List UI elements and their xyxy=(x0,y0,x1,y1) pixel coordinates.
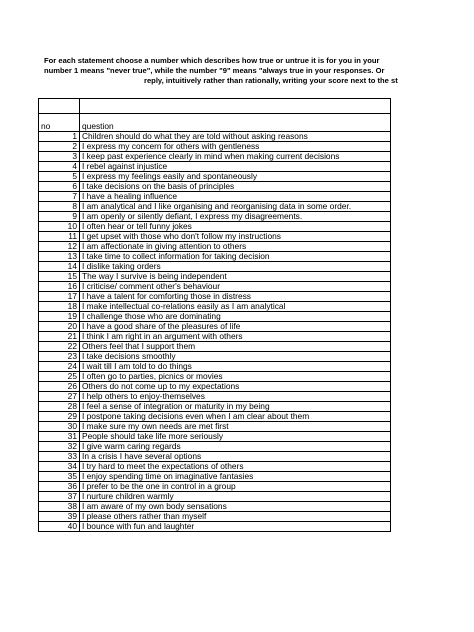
header-no: no xyxy=(39,113,80,131)
table-row xyxy=(39,391,391,401)
question-text: I nurture children warmly xyxy=(80,491,391,501)
question-number: 22 xyxy=(39,341,80,351)
question-text: I take time to collect information for taking decision xyxy=(80,251,391,261)
question-text: I postpone taking decisions even when I am clear about them xyxy=(80,411,391,421)
question-number: 27 xyxy=(39,391,80,401)
question-text: I am openly or silently defiant, I express my disagreements. xyxy=(80,211,391,221)
question-number: 37 xyxy=(39,491,80,501)
table-row xyxy=(39,401,391,411)
table-row xyxy=(39,501,391,511)
question-text: I often go to parties, picnics or movies xyxy=(80,371,391,381)
table-row xyxy=(39,331,391,341)
question-number: 1 xyxy=(39,131,80,141)
question-text: In a crisis I have several options xyxy=(80,451,391,461)
instructions-line-1: For each statement choose a number which describes how true or untrue it is for you in your xyxy=(44,56,380,65)
table-row xyxy=(39,221,391,231)
question-number: 2 xyxy=(39,141,80,151)
question-text: I give warm caring regards xyxy=(80,441,391,451)
question-text: I help others to enjoy-themselves xyxy=(80,391,391,401)
table-row xyxy=(39,141,391,151)
question-text: I express my feelings easily and spontaneously xyxy=(80,171,391,181)
table-row xyxy=(39,291,391,301)
question-text: I take decisions smoothly xyxy=(80,351,391,361)
table-row xyxy=(39,321,391,331)
question-number: 25 xyxy=(39,371,80,381)
blank-cell xyxy=(39,99,80,114)
table-row xyxy=(39,161,391,171)
question-number: 3 xyxy=(39,151,80,161)
question-number: 30 xyxy=(39,421,80,431)
question-number: 10 xyxy=(39,221,80,231)
question-text: The way I survive is being independent xyxy=(80,271,391,281)
question-text: People should take life more seriously xyxy=(80,431,391,441)
table-row xyxy=(39,521,391,531)
table-row xyxy=(39,481,391,491)
question-number: 39 xyxy=(39,511,80,521)
blank-cell xyxy=(80,99,391,114)
table-row xyxy=(39,191,391,201)
instructions xyxy=(0,56,474,96)
question-number: 14 xyxy=(39,261,80,271)
table-row xyxy=(39,351,391,361)
table-row xyxy=(39,231,391,241)
question-text: I rebel against injustice xyxy=(80,161,391,171)
table-row xyxy=(39,211,391,221)
question-text: Others feel that I support them xyxy=(80,341,391,351)
table-row xyxy=(39,171,391,181)
question-text: I have a talent for comforting those in distress xyxy=(80,291,391,301)
question-text: I am aware of my own body sensations xyxy=(80,501,391,511)
question-number: 9 xyxy=(39,211,80,221)
questionnaire-table xyxy=(38,98,391,532)
question-text: I challenge those who are dominating xyxy=(80,311,391,321)
question-number: 21 xyxy=(39,331,80,341)
table-row xyxy=(39,311,391,321)
question-number: 36 xyxy=(39,481,80,491)
table-row xyxy=(39,461,391,471)
question-text: I am affectionate in giving attention to others xyxy=(80,241,391,251)
question-number: 26 xyxy=(39,381,80,391)
table-row xyxy=(39,271,391,281)
table-row xyxy=(39,411,391,421)
table-row xyxy=(39,241,391,251)
question-text: I dislike taking orders xyxy=(80,261,391,271)
table-row xyxy=(39,491,391,501)
question-number: 24 xyxy=(39,361,80,371)
question-text: I please others rather than myself xyxy=(80,511,391,521)
question-number: 23 xyxy=(39,351,80,361)
question-number: 31 xyxy=(39,431,80,441)
question-number: 33 xyxy=(39,451,80,461)
question-number: 35 xyxy=(39,471,80,481)
question-text: Children should do what they are told without asking reasons xyxy=(80,131,391,141)
question-number: 7 xyxy=(39,191,80,201)
question-number: 28 xyxy=(39,401,80,411)
question-text: I keep past experience clearly in mind when making current decisions xyxy=(80,151,391,161)
question-number: 38 xyxy=(39,501,80,511)
blank-row xyxy=(39,99,391,114)
question-number: 18 xyxy=(39,301,80,311)
question-number: 29 xyxy=(39,411,80,421)
table-row xyxy=(39,301,391,311)
table-row xyxy=(39,201,391,211)
question-text: I express my concern for others with gentleness xyxy=(80,141,391,151)
question-text: Others do not come up to my expectations xyxy=(80,381,391,391)
table-row xyxy=(39,131,391,141)
question-number: 17 xyxy=(39,291,80,301)
question-number: 15 xyxy=(39,271,80,281)
question-text: I bounce with fun and laughter xyxy=(80,521,391,531)
question-text: I feel a sense of integration or maturity in my being xyxy=(80,401,391,411)
table-row xyxy=(39,441,391,451)
table-row xyxy=(39,251,391,261)
question-number: 4 xyxy=(39,161,80,171)
question-number: 19 xyxy=(39,311,80,321)
question-text: I make sure my own needs are met first xyxy=(80,421,391,431)
question-number: 8 xyxy=(39,201,80,211)
question-text: I think I am right in an argument with others xyxy=(80,331,391,341)
table-row xyxy=(39,471,391,481)
question-text: I have a good share of the pleasures of life xyxy=(80,321,391,331)
header-row xyxy=(39,113,391,131)
question-text: I try hard to meet the expectations of others xyxy=(80,461,391,471)
table-row xyxy=(39,421,391,431)
table-row xyxy=(39,151,391,161)
question-number: 32 xyxy=(39,441,80,451)
question-number: 16 xyxy=(39,281,80,291)
question-text: I make intellectual co-relations easily as I am analytical xyxy=(80,301,391,311)
table-row xyxy=(39,181,391,191)
table-row xyxy=(39,341,391,351)
table-row xyxy=(39,451,391,461)
question-text: I take decisions on the basis of principles xyxy=(80,181,391,191)
table-row xyxy=(39,371,391,381)
table-row xyxy=(39,361,391,371)
question-text: I have a healing influence xyxy=(80,191,391,201)
question-number: 40 xyxy=(39,521,80,531)
question-number: 6 xyxy=(39,181,80,191)
question-number: 20 xyxy=(39,321,80,331)
instructions-line-3: reply, intuitively rather than rationally, writing your score next to the st xyxy=(144,76,398,85)
question-number: 11 xyxy=(39,231,80,241)
question-number: 34 xyxy=(39,461,80,471)
question-text: I get upset with those who don't follow my instructions xyxy=(80,231,391,241)
table-row xyxy=(39,431,391,441)
table-row xyxy=(39,511,391,521)
question-text: I enjoy spending time on imaginative fantasies xyxy=(80,471,391,481)
question-number: 13 xyxy=(39,251,80,261)
question-number: 12 xyxy=(39,241,80,251)
table-row xyxy=(39,281,391,291)
question-text: I prefer to be the one in control in a group xyxy=(80,481,391,491)
table-row xyxy=(39,381,391,391)
header-question: question xyxy=(80,113,391,131)
question-text: I often hear or tell funny jokes xyxy=(80,221,391,231)
question-number: 5 xyxy=(39,171,80,181)
question-text: I criticise/ comment other's behaviour xyxy=(80,281,391,291)
question-text: I am analytical and I like organising and reorganising data in some order. xyxy=(80,201,391,211)
question-text: I wait till I am told to do things xyxy=(80,361,391,371)
table-row xyxy=(39,261,391,271)
instructions-line-2: number 1 means "never true", while the number "9" means "always true in your responses. Or xyxy=(44,66,385,75)
